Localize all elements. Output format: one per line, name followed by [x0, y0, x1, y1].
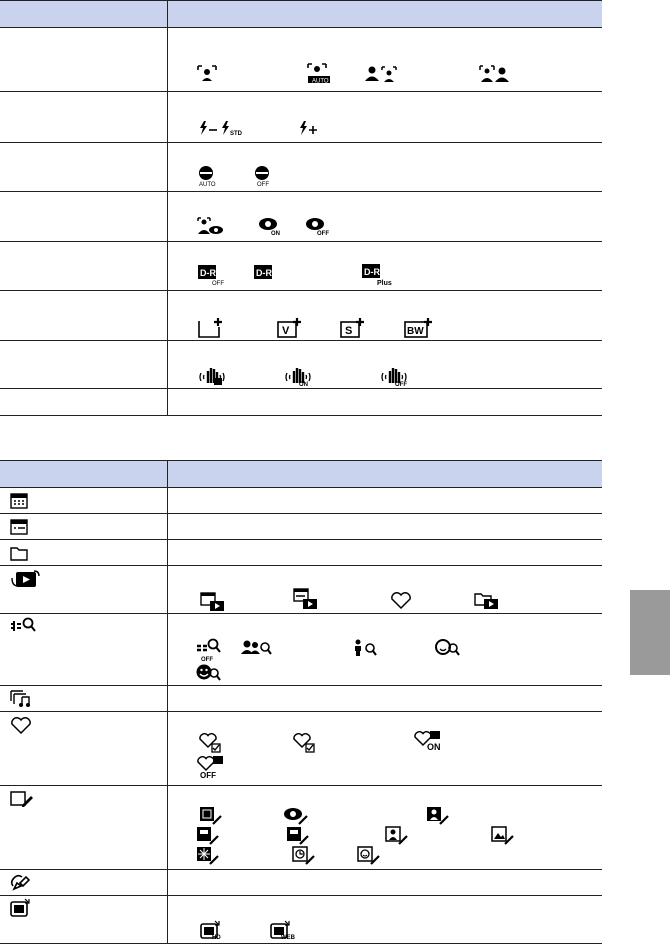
retouch-d-icon — [491, 826, 515, 846]
svg-text:D-R: D-R — [364, 267, 380, 277]
table-row-retouch — [0, 786, 602, 870]
smile-search-icon — [435, 639, 463, 657]
date-view-icon — [200, 592, 226, 612]
dro-standard-icon — [254, 265, 274, 281]
retouch-a-icon — [196, 826, 220, 846]
table-row-steadyshot — [0, 341, 602, 389]
folder-view-icon — [474, 591, 500, 609]
steadyshot-auto-icon — [198, 365, 228, 387]
table-row-favorites — [0, 712, 602, 786]
steadyshot-on-icon — [284, 365, 314, 387]
event-view-icon — [10, 519, 28, 535]
table-row-retouch-search — [0, 614, 602, 686]
svg-text:ON: ON — [299, 382, 308, 387]
svg-text:OFF: OFF — [212, 281, 224, 286]
unsharp-icon — [426, 806, 450, 826]
search-off-icon — [196, 638, 222, 662]
favorites-heart-icon — [10, 716, 32, 734]
retouch-f-icon — [292, 846, 316, 866]
table-header — [0, 460, 602, 488]
color-mode-normal-icon — [198, 317, 224, 339]
table-row-red-eye — [0, 192, 602, 242]
table-row-upload — [0, 896, 602, 944]
dro-off-icon — [198, 264, 226, 286]
table-row-color-mode — [0, 291, 602, 341]
svg-text:OFF: OFF — [257, 182, 269, 187]
svg-text:D-R: D-R — [200, 268, 216, 278]
svg-text:STD: STD — [230, 131, 242, 136]
retouch-search-icon — [10, 616, 36, 634]
flash-minus-icon — [198, 120, 218, 136]
protect-icon — [10, 874, 32, 892]
fav-on-icon — [413, 730, 443, 754]
svg-text:ON: ON — [271, 231, 280, 236]
retouch-g-icon — [357, 846, 381, 866]
svg-text:D-R: D-R — [256, 268, 272, 278]
svg-text:AUTO: AUTO — [312, 78, 329, 84]
flash-plus-icon — [298, 120, 318, 136]
retouch-b-icon — [286, 826, 310, 846]
retouch-e-icon — [196, 846, 220, 866]
color-mode-vivid-icon — [277, 317, 303, 339]
dro-plus-icon — [362, 261, 394, 287]
red-eye-correct-icon — [283, 806, 309, 826]
red-eye-off-icon — [305, 216, 329, 236]
table-row-af-illuminator — [0, 143, 602, 192]
auto-focus-illuminator-off-icon — [252, 165, 272, 187]
table-row-smile-face — [0, 28, 602, 92]
svg-text:HD: HD — [212, 935, 221, 940]
auto-focus-illuminator-auto-icon — [196, 165, 216, 187]
retouch-icon — [10, 790, 34, 808]
red-eye-on-icon — [258, 216, 282, 236]
table-row-empty — [0, 389, 602, 416]
svg-text:V: V — [282, 325, 290, 337]
section-index-tab — [630, 590, 670, 675]
red-eye-reduction-auto-icon — [196, 216, 224, 236]
child-search-icon — [352, 639, 380, 657]
svg-text:AUTO: AUTO — [199, 182, 216, 187]
slideshow-music-icon — [10, 690, 32, 708]
table-row-protect — [0, 870, 602, 896]
svg-text:OFF: OFF — [317, 231, 329, 236]
upload-hd-icon — [200, 920, 226, 940]
color-mode-sepia-icon — [340, 317, 366, 339]
folder-icon — [10, 545, 28, 561]
table-row-folder — [0, 540, 602, 566]
svg-text:OFF: OFF — [201, 657, 213, 662]
event-list-icon — [293, 588, 319, 610]
table-row-flash — [0, 92, 602, 143]
smile-detection-icon — [196, 64, 218, 84]
svg-text:OFF: OFF — [200, 771, 216, 779]
table-row-view-mode — [0, 566, 602, 614]
calendar-icon — [10, 493, 28, 509]
trimming-icon — [199, 806, 223, 826]
adult-priority-icon — [478, 64, 510, 84]
steadyshot-off-icon — [380, 365, 410, 387]
color-mode-bw-icon — [404, 317, 434, 339]
svg-text:ON: ON — [427, 742, 441, 752]
view-mode-icon — [10, 568, 40, 588]
flash-standard-icon — [220, 120, 242, 136]
svg-text:Plus: Plus — [377, 280, 392, 287]
table-row-slideshow — [0, 686, 602, 712]
svg-text:OFF: OFF — [395, 382, 407, 387]
child-priority-icon — [365, 64, 397, 84]
fav-check-icon — [292, 732, 318, 754]
face-search-icon — [196, 664, 224, 682]
retouch-c-icon — [385, 826, 409, 846]
fav-add-icon — [198, 732, 224, 754]
upload-web-icon — [270, 920, 300, 940]
face-detect-auto-icon — [304, 62, 332, 84]
svg-text:BW: BW — [407, 326, 424, 337]
svg-text:WEB: WEB — [281, 935, 295, 940]
table-row-calendar — [0, 488, 602, 514]
fav-off-icon — [196, 755, 226, 779]
people-search-icon — [241, 639, 273, 657]
svg-text:S: S — [345, 325, 353, 337]
table-row-event-view — [0, 514, 602, 540]
table-header — [0, 0, 602, 28]
upload-setting-icon — [10, 898, 32, 918]
favorites-icon — [390, 591, 412, 609]
table-row-dro — [0, 242, 602, 291]
